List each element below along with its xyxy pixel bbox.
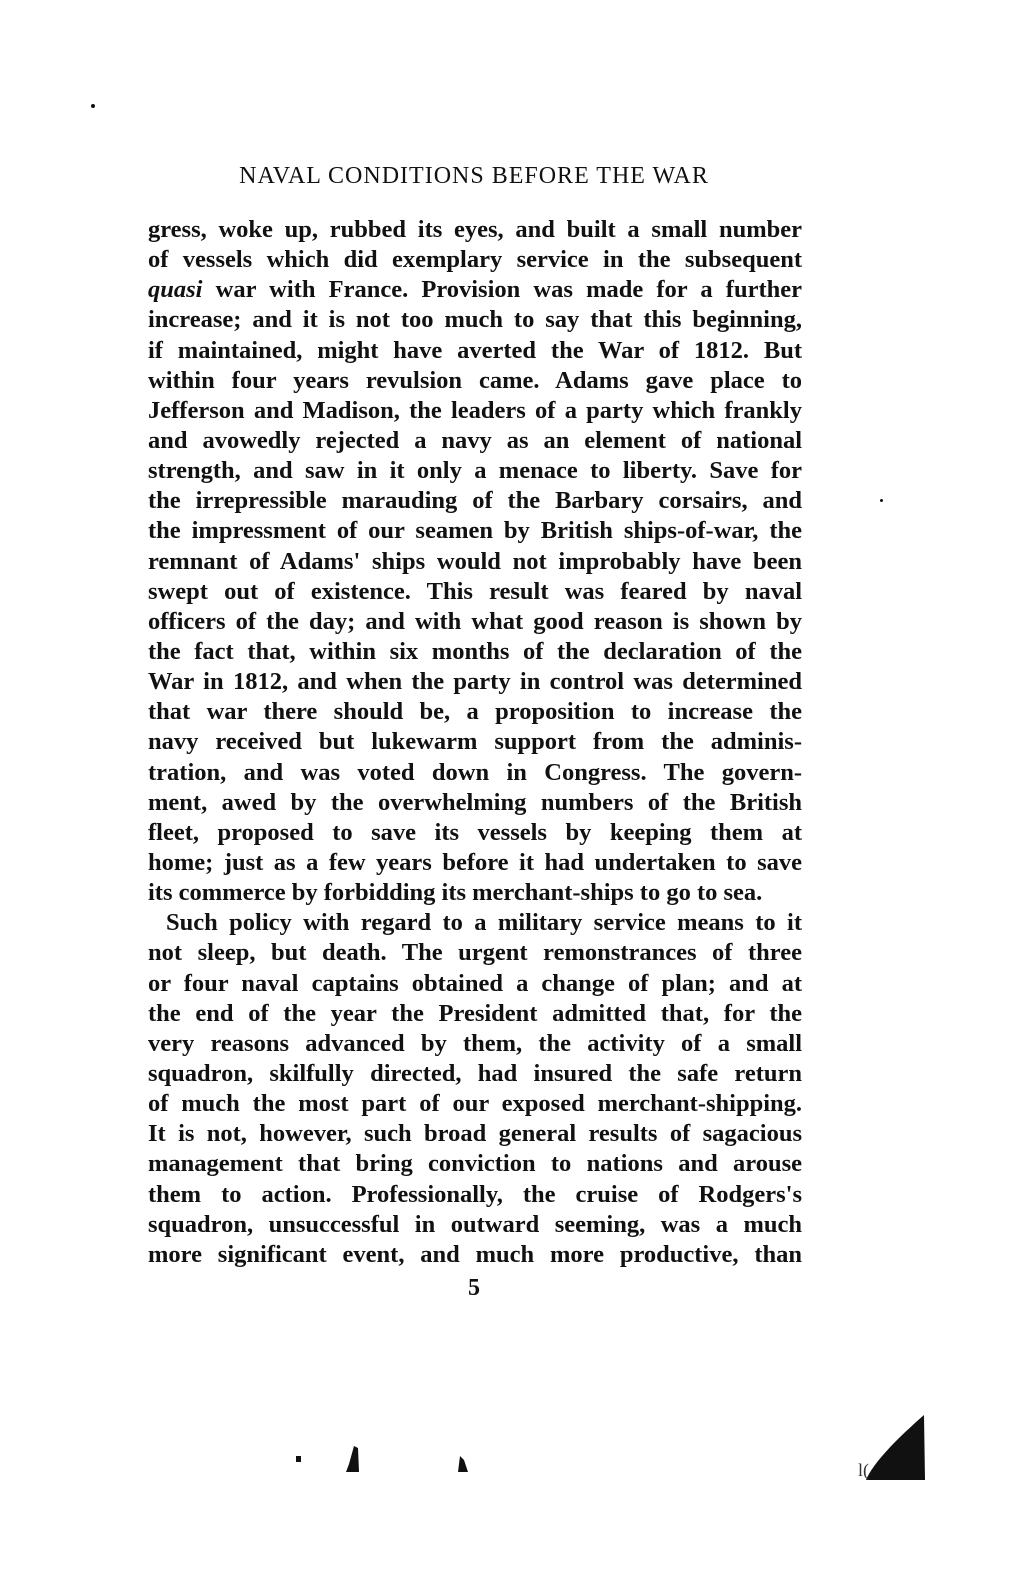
stray-glyph: l( (858, 1460, 869, 1480)
text-line (148, 758, 802, 788)
line-text: not sleep, but death. The urgent remonstrances of three (148, 939, 802, 967)
text-line (148, 637, 802, 667)
line-text: the end of the year the President admitted that, for the (148, 999, 802, 1027)
text-line (148, 999, 802, 1029)
text-line (148, 305, 802, 335)
line-text: squadron, unsuccessful in outward seeming, was a much (148, 1210, 802, 1238)
body-text (148, 215, 802, 1270)
line-text: It is not, however, such broad general results of sagacious (148, 1120, 802, 1148)
text-line (148, 667, 802, 697)
line-text: more significant event, and much more productive, than (148, 1240, 802, 1268)
ink-speck (296, 1456, 301, 1462)
text-line (148, 1089, 802, 1119)
text-line (148, 456, 802, 486)
line-text: navy received but lukewarm support from the adminis- (148, 728, 802, 756)
line-text: Such policy with regard to a military service means to it (166, 909, 802, 937)
line-text: strength, and saw in it only a menace to liberty. Save for (148, 457, 802, 485)
line-text: them to action. Professionally, the cruise of Rodgers's (148, 1180, 802, 1208)
text-line (148, 788, 802, 818)
line-text: or four naval captains obtained a change of plan; and at (148, 969, 802, 997)
line-text: the impressment of our seamen by British ships-of-war, the (148, 517, 802, 545)
ink-blot (862, 1415, 926, 1480)
text-line (148, 396, 802, 426)
text-line (148, 547, 802, 577)
line-text: squadron, skilfully directed, had insured the safe return (148, 1059, 802, 1087)
line-text: increase; and it is not too much to say that this beginning, (148, 306, 802, 334)
text-line (148, 336, 802, 366)
text-line (148, 818, 802, 848)
line-text: home; just as a few years before it had undertaken to save (148, 848, 802, 876)
line-text: War in 1812, and when the party in control was determined (148, 668, 802, 696)
line-text: remnant of Adams' ships would not improbably have been (148, 547, 802, 575)
line-text: the fact that, within six months of the declaration of the (148, 637, 802, 665)
line-text: war with France. Provision was made for a further (202, 276, 802, 304)
line-text: if maintained, might have averted the War of 1812. But (148, 336, 802, 364)
text-line (148, 516, 802, 546)
text-line (148, 607, 802, 637)
italic-term: quasi (148, 276, 203, 304)
text-line (148, 697, 802, 727)
line-text: officers of the day; and with what good reason is shown by (148, 607, 802, 635)
text-line (148, 1240, 802, 1270)
line-text: fleet, proposed to save its vessels by keeping them at (148, 818, 802, 846)
text-line (148, 848, 802, 878)
ink-blot (346, 1446, 360, 1472)
text-line (148, 215, 802, 245)
speck-mark (91, 104, 95, 108)
text-line (148, 727, 802, 757)
text-line (148, 908, 802, 938)
speck-mark (880, 499, 883, 502)
line-text: and avowedly rejected a navy as an element of national (148, 426, 802, 454)
text-line (148, 1149, 802, 1179)
ink-blot (458, 1456, 468, 1472)
text-line (148, 275, 802, 305)
text-line (148, 577, 802, 607)
text-line (148, 969, 802, 999)
running-head: NAVAL CONDITIONS BEFORE THE WAR (239, 163, 709, 189)
line-text: within four years revulsion came. Adams gave place to (148, 366, 802, 394)
text-line (148, 1119, 802, 1149)
text-line (148, 366, 802, 396)
line-text: of vessels which did exemplary service in the subsequent (148, 246, 802, 274)
text-line (148, 938, 802, 968)
line-text: swept out of existence. This result was feared by naval (148, 577, 802, 605)
text-line (148, 426, 802, 456)
text-line (148, 878, 802, 908)
text-line (148, 1059, 802, 1089)
text-line (148, 1180, 802, 1210)
line-text: its commerce by forbidding its merchant-ships to go to sea. (148, 879, 763, 907)
line-text: management that bring conviction to nations and arouse (148, 1150, 802, 1178)
line-text: of much the most part of our exposed merchant-shipping. (148, 1090, 802, 1118)
line-text: the irrepressible marauding of the Barbary corsairs, and (148, 487, 802, 515)
line-text: ment, awed by the overwhelming numbers of the British (148, 788, 802, 816)
text-line (148, 1029, 802, 1059)
line-text: that war there should be, a proposition to increase the (148, 698, 802, 726)
line-text: gress, woke up, rubbed its eyes, and built a small number (148, 216, 802, 243)
line-text: very reasons advanced by them, the activity of a small (148, 1029, 802, 1057)
text-line (148, 486, 802, 516)
text-line (148, 1210, 802, 1240)
text-line (148, 245, 802, 275)
page-number: 5 (468, 1275, 480, 1301)
line-text: Jefferson and Madison, the leaders of a party which frankly (148, 396, 802, 424)
line-text: tration, and was voted down in Congress. The govern- (148, 758, 802, 786)
